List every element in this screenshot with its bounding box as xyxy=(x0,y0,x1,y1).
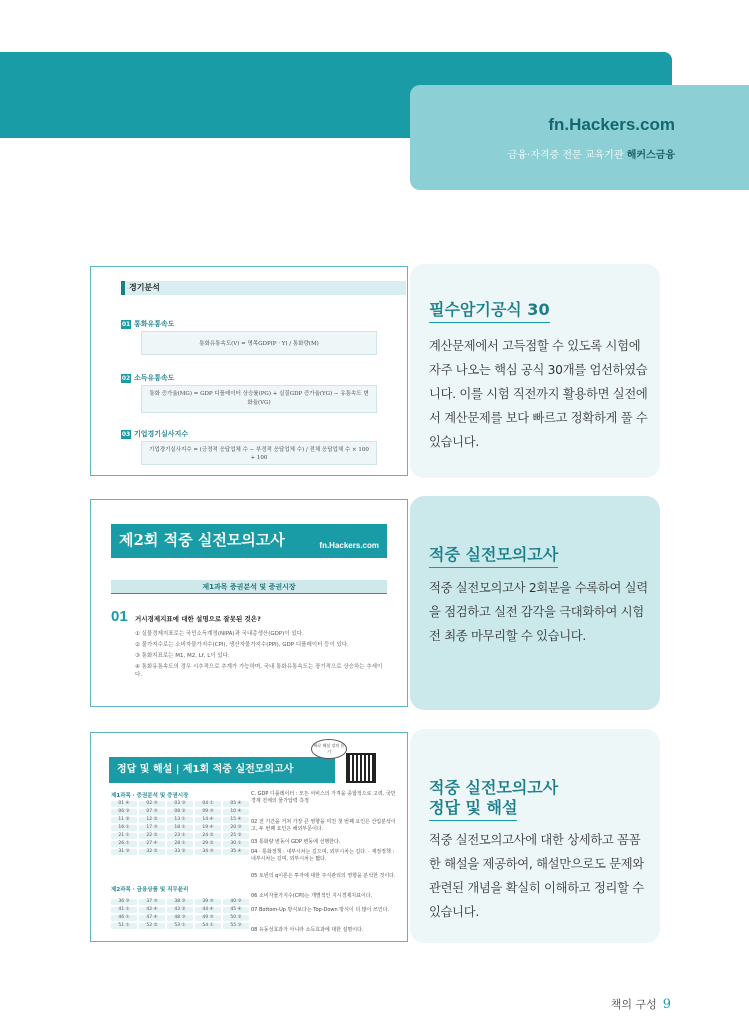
explanation-item: 06 소비자물가지수(CPI)는 개별적인 지시경제지표이다. xyxy=(251,893,373,899)
answer-cell: 07 ③ xyxy=(139,809,165,815)
exam-subject: 제1과목 증권분석 및 증권시장 xyxy=(111,580,387,594)
answer-cell: 42 ④ xyxy=(139,907,165,913)
answer-cell: 13 ① xyxy=(167,817,193,823)
option: ④ 통화유통속도의 경우 시추적으로 추계가 가능하며, 국내 통화유통속도는 장기적으로 상승하는 추세이다. xyxy=(135,664,383,678)
question-text: 거시경제지표에 대한 설명으로 잘못된 것은? xyxy=(135,615,261,623)
answer-cell: 33 ② xyxy=(167,849,193,855)
answer-cell: 31 ③ xyxy=(111,849,137,855)
answer-cell: 36 ③ xyxy=(111,899,137,905)
answer-cell: 30 ① xyxy=(223,841,249,847)
answer-cell: 09 ③ xyxy=(195,809,221,815)
answer-cell: 18 ① xyxy=(167,825,193,831)
answer-cell: 38 ③ xyxy=(167,899,193,905)
answer-cell: 23 ① xyxy=(167,833,193,839)
exam-title: 제2회 적중 실전모의고사 xyxy=(119,531,285,549)
answer-cell: 25 ② xyxy=(223,833,249,839)
answer-cell: 34 ③ xyxy=(195,849,221,855)
answer-cell: 27 ④ xyxy=(139,841,165,847)
answer-cell: 45 ④ xyxy=(223,907,249,913)
option: ① 실물경제지표로는 국민소득계정(NIPA)과 국내총생산(GDP)이 있다. xyxy=(135,631,304,637)
answer-cell: 24 ② xyxy=(195,833,221,839)
answer-cell: 47 ④ xyxy=(139,915,165,921)
explanation-item: C. GDP 디플레이터 : 모든 서비스의 가격을 종합적으로 고려, 국민경제 전체의 물가압력 측정 xyxy=(251,791,396,804)
answer-cell: 49 ③ xyxy=(195,915,221,921)
option: ② 물가지수로는 소비자물가지수(CPI), 생산자물가지수(PPI), GDP 디플레이터 등이 있다. xyxy=(135,642,349,648)
answer-cell: 40 ③ xyxy=(223,899,249,905)
answer-cell: 43 ② xyxy=(167,907,193,913)
answer-cell: 29 ② xyxy=(195,841,221,847)
answers-title: 정답 및 해설 | 제1회 적중 실전모의고사 xyxy=(109,757,335,783)
answer-cell: 41 ① xyxy=(111,907,137,913)
answer-cell: 53 ① xyxy=(167,923,193,929)
preview-answers xyxy=(90,732,408,942)
answer-cell: 48 ③ xyxy=(167,915,193,921)
explanation-item: 07 Bottom-Up 방식보다는 Top-Down 방식이 더 많이 쓰인다. xyxy=(251,907,390,913)
answers-subject-2: 제2과목 · 금융상품 및 직무윤리 xyxy=(111,887,189,893)
answer-cell: 03 ③ xyxy=(167,801,193,807)
explanation-item: 03 통화량 변동이 GDP 변동에 선행한다. xyxy=(251,839,341,845)
answer-cell: 06 ③ xyxy=(111,809,137,815)
answer-cell: 12 ② xyxy=(139,817,165,823)
formula-header: 경기분석 xyxy=(121,281,406,295)
answer-cell: 17 ③ xyxy=(139,825,165,831)
section-body-answers: 적중 실전모의고사에 대한 상세하고 꼼꼼한 해설을 제공하여, 해설만으로도 문제와 관련된 개념을 확실히 이해하고 정리할 수 있습니다. xyxy=(429,833,644,919)
lecture-bubble: 바로 해설 강의 듣기 xyxy=(311,739,347,759)
section-title-answers-1: 적중 실전모의고사 xyxy=(429,778,559,797)
explanation-item: 05 토빈의 q이론은 투자에 대한 주식관리의 영향을 분석한 것이다. xyxy=(251,873,396,879)
preview-mock-exam xyxy=(90,499,408,707)
formula-item: 01 통화유통속도 xyxy=(121,320,175,328)
preview-formulas xyxy=(90,266,408,476)
answer-cell: 02 ③ xyxy=(139,801,165,807)
answer-cell: 21 ① xyxy=(111,833,137,839)
answer-cell: 28 ① xyxy=(167,841,193,847)
answer-cell: 26 ① xyxy=(111,841,137,847)
answer-cell: 51 ① xyxy=(111,923,137,929)
exam-title-bar xyxy=(111,524,387,558)
answer-cell: 35 ④ xyxy=(223,849,249,855)
answer-cell: 01 ④ xyxy=(111,801,137,807)
answer-cell: 37 ③ xyxy=(139,899,165,905)
answer-cell: 16 ① xyxy=(111,825,137,831)
answer-cell: 11 ② xyxy=(111,817,137,823)
qr-code-icon[interactable] xyxy=(346,753,376,783)
answer-cell: 15 ④ xyxy=(223,817,249,823)
explanation-item: 08 유동성효과가 아니라 소득효과에 대한 설명이다. xyxy=(251,927,364,933)
formula-item: 03 기업경기실사지수 xyxy=(121,430,189,438)
answer-cell: 10 ④ xyxy=(223,809,249,815)
section-body-mock-exam: 적중 실전모의고사 2회분을 수록하여 실력을 점검하고 실전 감각을 극대화하여 시험 전 최종 마무리할 수 있습니다. xyxy=(429,581,648,643)
section-title-answers-2: 정답 및 해설 xyxy=(429,798,517,821)
answer-cell: 32 ② xyxy=(139,849,165,855)
answer-cell: 52 ② xyxy=(139,923,165,929)
section-title-mock-exam: 적중 실전모의고사 xyxy=(429,545,558,568)
answer-cell: 22 ② xyxy=(139,833,165,839)
brand-box xyxy=(410,85,749,190)
formula-box: 기업경기실사지수 = (긍정적 응답업체 수 − 부정적 응답업체 수) / 전체 응답업체 수 × 100 + 100 xyxy=(141,441,377,465)
answer-grid-1 xyxy=(111,801,249,855)
section-body-formulas: 계산문제에서 고득점할 수 있도록 시험에 자주 나오는 핵심 공식 30개를 엄선하였습니다. 이를 시험 직전까지 활용하면 실전에서 계산문제를 보다 빠르고 정확하게 풀 수 있습니다. xyxy=(429,339,648,449)
site-url[interactable]: fn.Hackers.com xyxy=(548,115,675,134)
answer-cell: 04 ① xyxy=(195,801,221,807)
answer-grid-2 xyxy=(111,899,249,929)
answer-cell: 50 ② xyxy=(223,915,249,921)
question-number: 01 xyxy=(111,608,128,625)
page-number: 9 xyxy=(662,997,671,1012)
page-footer: 책의 구성 9 xyxy=(610,997,671,1012)
answer-cell: 20 ③ xyxy=(223,825,249,831)
option: ③ 통화지표로는 M1, M2, Lf, L이 있다. xyxy=(135,653,230,659)
answer-cell: 54 ① xyxy=(195,923,221,929)
answer-cell: 46 ① xyxy=(111,915,137,921)
site-tagline: 금융·자격증 전문 교육기관 해커스금융 xyxy=(507,150,675,161)
answer-cell: 05 ④ xyxy=(223,801,249,807)
answer-cell: 39 ③ xyxy=(195,899,221,905)
answer-cell: 08 ② xyxy=(167,809,193,815)
answer-cell: 55 ③ xyxy=(223,923,249,929)
formula-item: 02 소득유통속도 xyxy=(121,374,175,382)
explanation-item: 02 전 기간을 거쳐 가장 큰 영향을 미친 첫 번째 요인은 산업분석이고, 두 번째 요인은 해외부문이다. xyxy=(251,819,396,832)
answer-cell: 44 ④ xyxy=(195,907,221,913)
formula-box: 통화 증가율(MG) = GDP 디플레이터 상승률(PG) + 실질GDP 증가율(YG) − 유통속도 변화율(VG) xyxy=(141,385,377,413)
answer-cell: 14 ④ xyxy=(195,817,221,823)
formula-box: 통화유통속도(V) = 명목GDP(P · Y) / 통화량(M) xyxy=(141,331,377,355)
exam-url: fn.Hackers.com xyxy=(319,541,379,550)
answer-cell: 19 ④ xyxy=(195,825,221,831)
explanation-item: 04 · 통화정책 : 내부시차는 길으며, 외부시차는 길다. · 재정정책 : 내부시차는 길며, 외부시차는 짧다. xyxy=(251,849,395,862)
section-title-formulas: 필수암기공식 30 xyxy=(429,300,550,323)
answers-subject-1: 제1과목 · 증권분석 및 증권시장 xyxy=(111,793,189,799)
